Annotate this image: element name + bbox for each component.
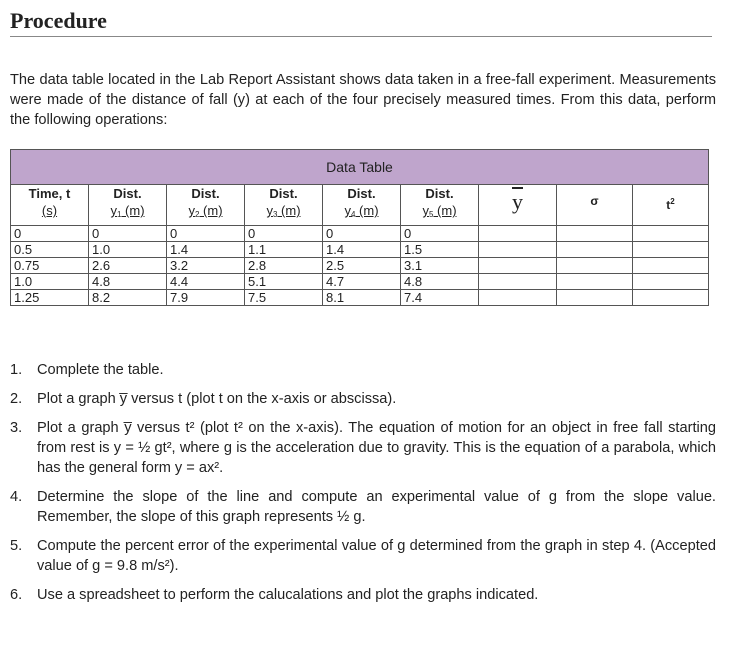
table-cell [633, 290, 709, 306]
header-t-squared: $t^2$ [633, 185, 709, 226]
step-text: Determine the slope of the line and compute an experimental value of g from the slope value. Remember, the slope of this graph represents ½ g. [37, 489, 716, 525]
table-cell [633, 258, 709, 274]
header-dist-4: Dist. $y_4$ (m) [323, 185, 401, 226]
table-row [11, 290, 709, 306]
table-cell [557, 242, 633, 258]
step-text: Plot a graph y̅ versus t² (plot t² on the x-axis). The equation of motion for an object in free fall starting from rest is y = ½ gt², where g is the acceleration due to gravity. This is the equation of a parabola, which has the general form y = ax². [37, 420, 716, 476]
table-cell [633, 226, 709, 242]
table-cell [557, 226, 633, 242]
table-cell: 4.8 [89, 274, 167, 290]
table-cell [633, 242, 709, 258]
table-cell: 7.5 [245, 290, 323, 306]
step-number: 1. [10, 362, 23, 378]
table-cell [633, 274, 709, 290]
procedure-steps [10, 360, 716, 614]
step-text: Complete the table. [37, 362, 164, 378]
table-cell: 4.8 [401, 274, 479, 290]
table-row [11, 274, 709, 290]
table-cell: 1.1 [245, 242, 323, 258]
table-cell: 0 [89, 226, 167, 242]
step-number: 2. [10, 391, 23, 407]
table-cell: 3.1 [401, 258, 479, 274]
header-dist-3: Dist. $y_3$ (m) [245, 185, 323, 226]
table-cell: 0 [245, 226, 323, 242]
table-cell: 1.0 [89, 242, 167, 258]
table-caption: Data Table [11, 150, 709, 185]
table-cell: 2.8 [245, 258, 323, 274]
table-cell: 2.6 [89, 258, 167, 274]
table-row [11, 242, 709, 258]
step-number: 4. [10, 489, 23, 505]
table-cell: 0 [323, 226, 401, 242]
step-text: Use a spreadsheet to perform the calucalations and plot the graphs indicated. [37, 587, 539, 603]
step-item [10, 418, 716, 478]
step-number: 5. [10, 538, 23, 554]
step-number: 3. [10, 420, 23, 436]
table-cell: 4.4 [167, 274, 245, 290]
table-cell [479, 226, 557, 242]
header-sigma: σ [557, 185, 633, 226]
step-item [10, 389, 716, 409]
table-cell: 0 [11, 226, 89, 242]
table-cell: 8.2 [89, 290, 167, 306]
intro-paragraph: The data table located in the Lab Report Assistant shows data taken in a free-fall experiment. Measurements were made of the distance of fall (y) at each of the four precisely measured times. From this data, perform the following operations: [10, 72, 716, 128]
table-cell [479, 258, 557, 274]
table-cell: 4.7 [323, 274, 401, 290]
table-cell: 7.9 [167, 290, 245, 306]
table-body [11, 226, 709, 306]
step-item [10, 360, 716, 380]
table-cell: 2.5 [323, 258, 401, 274]
table-cell: 1.4 [167, 242, 245, 258]
table-cell: 1.4 [323, 242, 401, 258]
table-cell: 0 [401, 226, 479, 242]
step-text: Plot a graph y̅ versus t (plot t on the x-axis or abscissa). [37, 391, 397, 407]
table-cell [557, 274, 633, 290]
table-cell: 0.5 [11, 242, 89, 258]
table-cell: 1.0 [11, 274, 89, 290]
header-dist-5: Dist. $y_5$ (m) [401, 185, 479, 226]
table-cell: 5.1 [245, 274, 323, 290]
step-item [10, 536, 716, 576]
table-cell [479, 290, 557, 306]
table-row [11, 258, 709, 274]
header-dist-1: Dist. $y_1$ (m) [89, 185, 167, 226]
step-item [10, 487, 716, 527]
header-time: Time, t (s) [11, 185, 89, 226]
step-text: Compute the percent error of the experimental value of g determined from the graph in step 4. (Accepted value of g = 9.8 m/s²). [37, 538, 716, 574]
table-cell: 0.75 [11, 258, 89, 274]
step-item [10, 585, 716, 605]
header-ybar: $\overline{y}$ [479, 185, 557, 226]
table-cell: 7.4 [401, 290, 479, 306]
page-title: Procedure [10, 8, 712, 37]
table-cell [557, 290, 633, 306]
table-cell: 8.1 [323, 290, 401, 306]
table-row [11, 226, 709, 242]
data-table [10, 149, 709, 306]
table-cell [479, 242, 557, 258]
table-cell [557, 258, 633, 274]
header-dist-2: Dist. $y_2$ (m) [167, 185, 245, 226]
table-cell: 3.2 [167, 258, 245, 274]
table-header-row [11, 185, 709, 226]
table-cell [479, 274, 557, 290]
table-cell: 1.5 [401, 242, 479, 258]
table-cell: 0 [167, 226, 245, 242]
table-cell: 1.25 [11, 290, 89, 306]
step-number: 6. [10, 587, 23, 603]
